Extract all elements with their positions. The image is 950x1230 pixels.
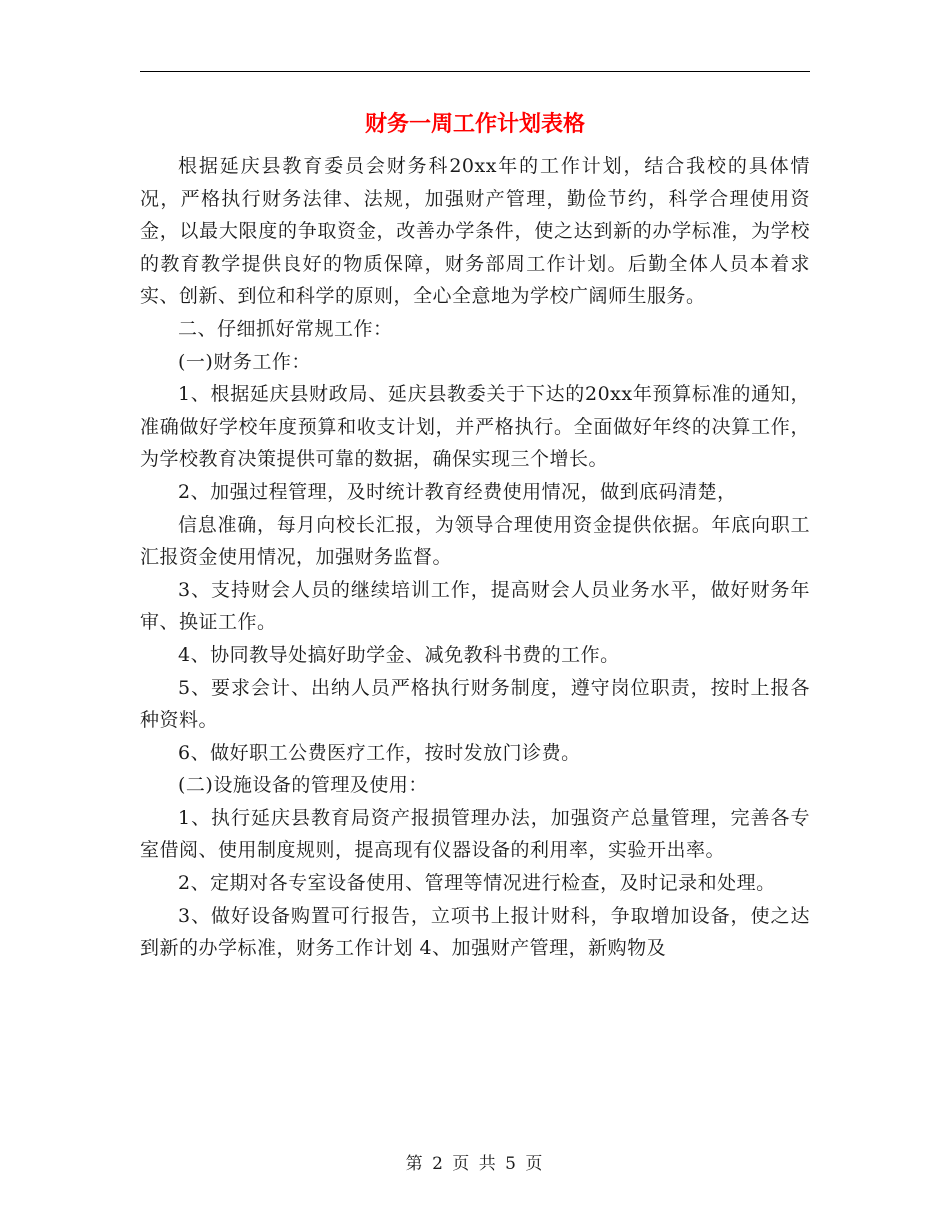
document-title: 财务一周工作计划表格 xyxy=(364,112,585,137)
paragraph-finance-item-2: 2、加强过程管理，及时统计教育经费使用情况，做到底码清楚， xyxy=(178,480,737,503)
paragraph-intro: 根据延庆县教育委员会财务科20xx年的工作计划，结合我校的具体情况，严格执行财务法律、法规，加强财产管理，勤俭节约，科学合理使用资金，以最大限度的争取资金，改善办学条件，使之达到新的办学标准，为学校的教育教学提供良好的物质保障，财务部周工作计划。后勤全体人员本着求实、创新、到位和科学的原则，全心全意地为学校广阔师生服务。 xyxy=(140,155,810,308)
section-heading-routine-work: 二、仔细抓好常规工作： xyxy=(178,317,393,340)
paragraph-facilities-item-1: 1、执行延庆县教育局资产报损管理办法，加强资产总量管理，完善各专室借阅、使用制度规则，提高现有仪器设备的利用率，实验开出率。 xyxy=(140,806,810,862)
subsection-heading-finance: (一)财务工作： xyxy=(178,350,311,373)
paragraph-finance-item-1: 1、根据延庆县财政局、延庆县教委关于下达的20xx年预算标准的通知，准确做好学校年度预算和收支计划，并严格执行。全面做好年终的决算工作，为学校教育决策提供可靠的数据，确保实现三个增长。 xyxy=(140,383,810,471)
paragraph-finance-item-5: 5、要求会计、出纳人员严格执行财务制度，遵守岗位职责，按时上报各种资料。 xyxy=(140,676,810,732)
paragraph-facilities-item-3: 3、做好设备购置可行报告，立项书上报计财科，争取增加设备，使之达到新的办学标准，财务工作计划 4、加强财产管理，新购物及 xyxy=(140,904,810,960)
paragraph-finance-item-6: 6、做好职工公费医疗工作，按时发放门诊费。 xyxy=(178,741,581,764)
header-rule xyxy=(140,71,810,72)
paragraph-finance-item-3: 3、支持财会人员的继续培训工作，提高财会人员业务水平，做好财务年审、换证工作。 xyxy=(140,578,810,634)
paragraph-finance-item-2-continued: 信息准确，每月向校长汇报，为领导合理使用资金提供依据。年底向职工汇报资金使用情况，加强财务监督。 xyxy=(140,513,810,569)
paragraph-facilities-item-2: 2、定期对各专室设备使用、管理等情况进行检查，及时记录和处理。 xyxy=(178,872,776,895)
paragraph-finance-item-4: 4、协同教导处搞好助学金、减免教科书费的工作。 xyxy=(178,643,620,666)
page-number-footer: 第 2 页 共 5 页 xyxy=(405,1154,545,1174)
document-body xyxy=(140,150,810,965)
subsection-heading-facilities: (二)设施设备的管理及使用： xyxy=(178,774,428,797)
